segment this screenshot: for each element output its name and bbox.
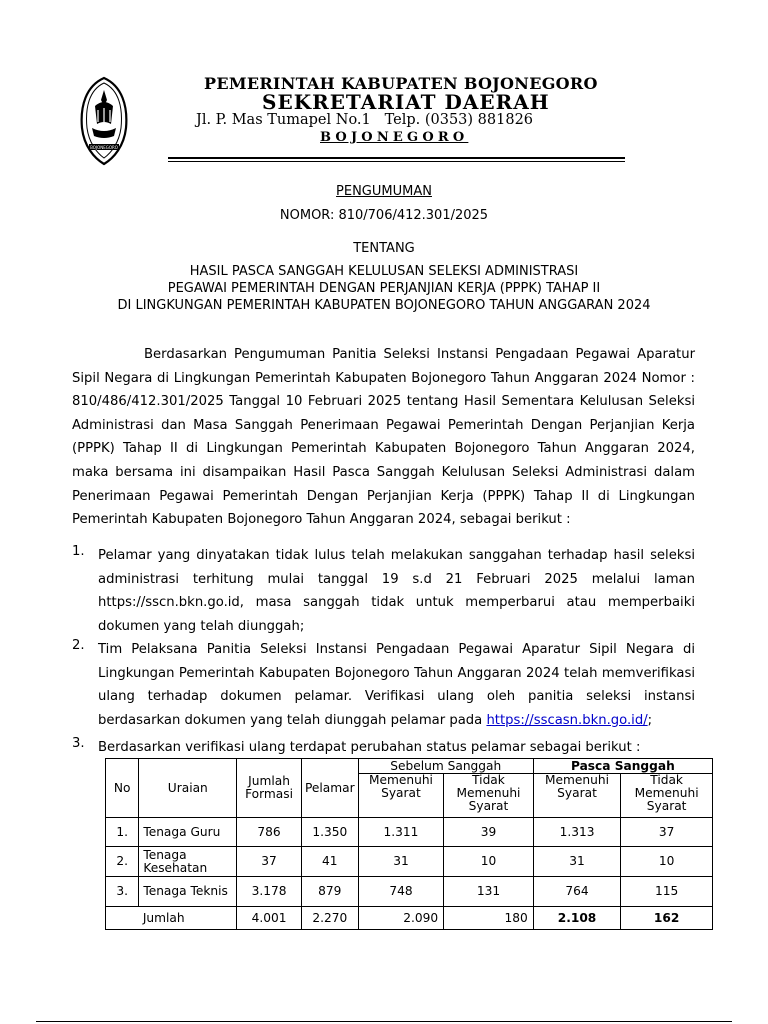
row-pelamar: 879 <box>301 877 358 907</box>
letterhead-city: BOJONEGORO <box>320 130 469 145</box>
letterhead-rule-thick <box>168 157 625 159</box>
table-row <box>106 847 713 877</box>
row-uraian: Tenaga Kesehatan <box>139 847 237 877</box>
row-no: 3. <box>106 877 139 907</box>
row-sb-ms: 748 <box>358 877 443 907</box>
item-2 <box>98 638 695 732</box>
row-sb-tms: 131 <box>444 877 534 907</box>
table-total-row <box>106 907 713 930</box>
row-pelamar: 41 <box>301 847 358 877</box>
row-ps-tms: 37 <box>621 818 713 847</box>
row-ps-tms: 10 <box>621 847 713 877</box>
row-sb-tms: 10 <box>444 847 534 877</box>
announcement-title: PENGUMUMAN <box>336 184 432 199</box>
logo-text: BOJONEGORO <box>90 145 118 150</box>
applicant-status-table <box>105 758 713 930</box>
item-3-number: 3. <box>72 736 85 751</box>
page-bottom-rule <box>36 1021 732 1022</box>
header-pasca-sanggah: Pasca Sanggah <box>533 759 712 774</box>
item-1-number: 1. <box>72 544 85 559</box>
row-sb-ms: 1.311 <box>358 818 443 847</box>
row-pelamar: 1.350 <box>301 818 358 847</box>
row-formasi: 37 <box>237 847 302 877</box>
header-no: No <box>106 759 139 818</box>
row-no: 1. <box>106 818 139 847</box>
header-uraian: Uraian <box>139 759 237 818</box>
header-sb-memenuhi: Memenuhi Syarat <box>358 774 443 818</box>
header-sb-tidak: Tidak Memenuhi Syarat <box>444 774 534 818</box>
total-ps-tms: 162 <box>621 907 713 930</box>
row-uraian: Tenaga Guru <box>139 818 237 847</box>
announcement-subject-1: HASIL PASCA SANGGAH KELULUSAN SELEKSI ADMINISTRASI <box>189 264 579 279</box>
letterhead-rule-thin <box>168 161 625 162</box>
header-sebelum-sanggah: Sebelum Sanggah <box>358 759 533 774</box>
row-ps-ms: 764 <box>533 877 621 907</box>
row-formasi: 786 <box>237 818 302 847</box>
announcement-subject-2: PEGAWAI PEMERINTAH DENGAN PERJANJIAN KERJA (PPPK) TAHAP II <box>167 281 601 296</box>
total-ps-ms: 2.108 <box>533 907 621 930</box>
total-formasi: 4.001 <box>237 907 302 930</box>
intro-text: Berdasarkan Pengumuman Panitia Seleksi Instansi Pengadaan Pegawai Aparatur Sipil Negara di Lingkungan Pemerintah Kabupaten Bojonegoro Tahun Anggaran 2024 Nomor : 810/486/412.301/2025 Tanggal 10 Februari 2025 tentang Hasil Sementara Kelulusan Seleksi Administrasi dan Masa Sanggah Penerimaan Pegawai Pemerintah Dengan Perjanjian Kerja (PPPK) Tahap II di Lingkungan Pemerintah Kabupaten Bojonegoro Tahun Anggaran 2024, maka bersama ini disampaikan Hasil Pasca Sanggah Kelulusan Seleksi Administrasi dalam Penerimaan Pegawai Pemerintah Dengan Perjanjian Kerja (PPPK) Tahap II di Lingkungan Pemerintah Kabupaten Bojonegoro Tahun Anggaran 2024, sebagai berikut : <box>72 347 695 528</box>
announcement-about: TENTANG <box>353 241 415 256</box>
total-pelamar: 2.270 <box>301 907 358 930</box>
item-2-text: Tim Pelaksana Panitia Seleksi Instansi Pengadaan Pegawai Aparatur Sipil Negara di Lingkungan Pemerintah Kabupaten Bojonegoro Tahun Anggaran 2024 telah memverifikasi ulang terhadap dokumen pelamar. Verifikasi ulang oleh panitia seleksi instansi berdasarkan dokumen yang telah diunggah pelamar pada <box>98 642 695 728</box>
total-sb-tms: 180 <box>444 907 534 930</box>
regency-emblem-logo <box>78 76 130 166</box>
announcement-number: NOMOR: 810/706/412.301/2025 <box>279 208 489 223</box>
row-sb-ms: 31 <box>358 847 443 877</box>
table-row <box>106 818 713 847</box>
item-1-text: Pelamar yang dinyatakan tidak lulus telah melakukan sanggahan terhadap hasil seleksi administrasi terhitung mulai tanggal 19 s.d 21 Februari 2025 melalui laman https://sscn.bkn.go.id, masa sanggah tidak untuk memperbarui atau memperbaiki dokumen yang telah diunggah; <box>98 548 695 634</box>
item-3-text: Berdasarkan verifikasi ulang terdapat perubahan status pelamar sebagai berikut : <box>98 740 641 755</box>
row-ps-ms: 1.313 <box>533 818 621 847</box>
announcement-subject-3: DI LINGKUNGAN PEMERINTAH KABUPATEN BOJONEGORO TAHUN ANGGARAN 2024 <box>117 298 651 313</box>
row-uraian: Tenaga Teknis <box>139 877 237 907</box>
row-formasi: 3.178 <box>237 877 302 907</box>
header-formasi: Jumlah Formasi <box>237 759 302 818</box>
letterhead-office: SEKRETARIAT DAERAH <box>262 90 550 114</box>
letterhead-address: Jl. P. Mas Tumapel No.1 Telp. (0353) 881826 <box>196 112 534 128</box>
intro-paragraph <box>72 343 695 532</box>
header-ps-memenuhi: Memenuhi Syarat <box>533 774 621 818</box>
letterhead-government: PEMERINTAH KABUPATEN BOJONEGORO <box>204 74 598 93</box>
item-2-after: ; <box>647 712 653 728</box>
table-row <box>106 877 713 907</box>
item-2-number: 2. <box>72 638 85 653</box>
header-pelamar: Pelamar <box>301 759 358 818</box>
row-ps-ms: 31 <box>533 847 621 877</box>
header-ps-tidak: Tidak Memenuhi Syarat <box>621 774 713 818</box>
total-sb-ms: 2.090 <box>358 907 443 930</box>
row-ps-tms: 115 <box>621 877 713 907</box>
sscasn-link[interactable]: https://sscasn.bkn.go.id/ <box>486 712 648 728</box>
row-sb-tms: 39 <box>444 818 534 847</box>
row-no: 2. <box>106 847 139 877</box>
total-label: Jumlah <box>139 907 237 930</box>
